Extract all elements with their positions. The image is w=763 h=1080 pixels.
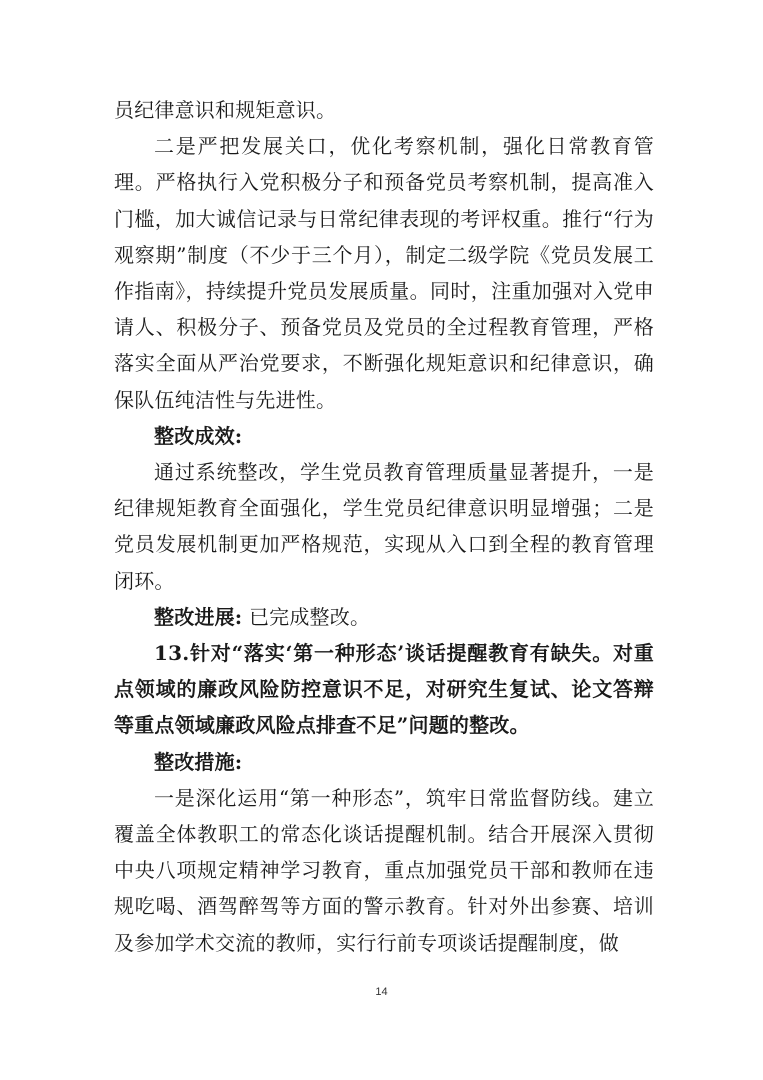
paragraph-first-form: 一是深化运用“第一种形态”，筑牢日常监督防线。建立覆盖全体教职工的常态化谈话提醒机制。结合开展深入贯彻中央八项规定精神学习教育，重点加强党员干部和教师在违规吃喝、酒驾醉驾等方面的警示教育。针对外出参赛、培训及参加学术交流的教师，实行行前专项谈话提醒制度，做 [114, 785, 654, 955]
heading-issue-13: 13.针对“落实‘第一种形态’谈话提醒教育有缺失。对重点领域的廉政风险防控意识不足，对研究生复试、论文答辩等重点领域廉政风险点排查不足”问题的整改。 [114, 641, 654, 738]
document-body [114, 92, 654, 961]
paragraph-rectification-results: 通过系统整改，学生党员教育管理质量显著提升，一是纪律规矩教育全面强化，学生党员纪律意识明显增强；二是党员发展机制更加严格规范，实现从入口到全程的教育管理闭环。 [114, 460, 654, 593]
page-number: 14 [375, 986, 388, 998]
progress-status: 已完成整改。 [242, 604, 371, 629]
paragraph-rectification-progress [114, 599, 654, 635]
progress-label: 整改进展: [154, 604, 243, 629]
heading-rectification-results: 整改成效: [154, 423, 243, 448]
heading-rectification-measures: 整改措施: [154, 749, 243, 774]
paragraph-continuation: 员纪律意识和规矩意识。 [114, 98, 337, 122]
paragraph-development-gate: 二是严把发展关口，优化考察机制，强化日常教育管理。严格执行入党积极分子和预备党员考察机制，提高准入门槛，加大诚信记录与日常纪律表现的考评权重。推行“行为观察期”制度（不少于三个月），制定二级学院《党员发展工作指南》，持续提升党员发展质量。同时，注重加强对入党申请人、积极分子、预备党员及党员的全过程教育管理，严格落实全面从严治党要求，不断强化规矩意识和纪律意识，确保队伍纯洁性与先进性。 [114, 134, 654, 412]
